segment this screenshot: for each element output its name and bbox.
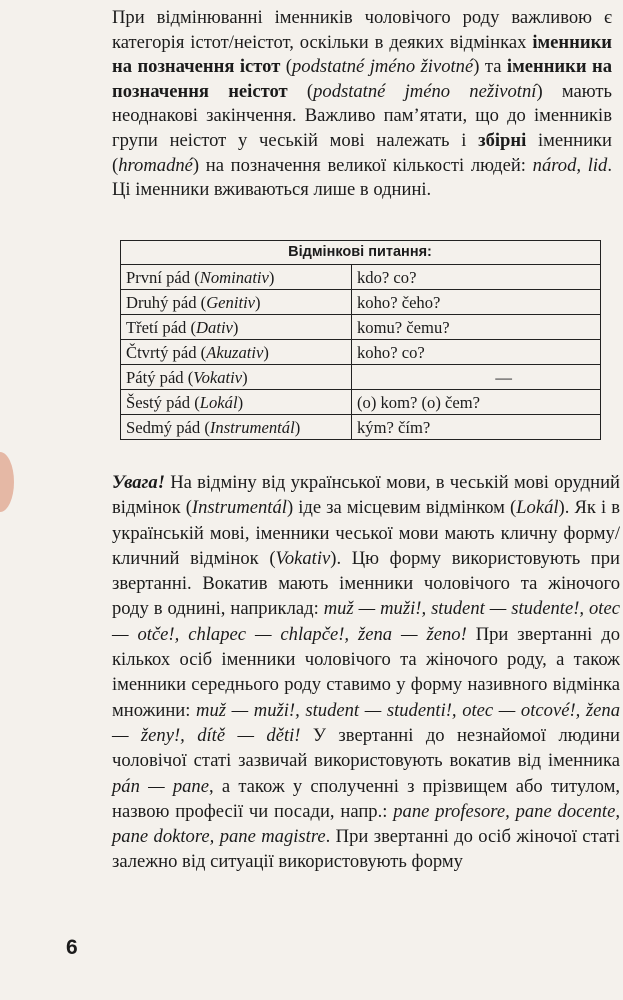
table-header-row [121, 241, 601, 265]
note-lead: Увага! [112, 472, 165, 493]
case-question-cell: komu? čemu? [352, 315, 601, 340]
table-row [121, 340, 601, 365]
plural-examples: muž — muži!, student — studenti!, otec — otcové!, žena — ženy!, dítě — děti! [112, 699, 620, 746]
vocative-examples: muž — muži!, student — studente!, otec — otče!, chlapec — chlapče!, žena — ženo! [112, 598, 620, 645]
case-questions-table [120, 240, 601, 440]
case-name-cell: Pátý pád (Vokativ) [121, 365, 352, 390]
table-row [121, 390, 601, 415]
case-question-cell: (o) kom? (o) čem? [352, 390, 601, 415]
czech-examples: národ, lid [532, 154, 608, 176]
case-name-cell: Sedmý pád (Instrumentál) [121, 415, 352, 440]
case-name-cell: Čtvrtý pád (Akuzativ) [121, 340, 352, 365]
case-question-cell: koho? co? [352, 340, 601, 365]
case-name-cell: První pád (Nominativ) [121, 265, 352, 290]
case-question-cell: kým? čím? [352, 415, 601, 440]
czech-term-collective: hromadné [118, 154, 193, 176]
table-row [121, 290, 601, 315]
case-question-cell: koho? čeho? [352, 290, 601, 315]
title-examples: pane profesore, pane docente, pane doktore, pane magistre [112, 800, 620, 848]
case-name-cell: Druhý pád (Genitiv) [121, 290, 352, 315]
czech-term-animate: podstatné jméno životné [291, 56, 474, 78]
table-row [121, 265, 601, 290]
table-row [121, 315, 601, 340]
case-name-cell: Třetí pád (Dativ) [121, 315, 352, 340]
term-animate: іменники на позначення істот [112, 31, 612, 78]
table-row [121, 415, 601, 440]
case-name-cell: Šestý pád (Lokál) [121, 390, 352, 415]
note-paragraph: Увага! На відміну від української мови, в чеській мові орудний відмінок (Instrumentál) іде за місцевим відмінком (Lokál). Як і в українській мові, іменники чеської мови мають кличну форму/кличний відмінок (Vokativ). Цю форму використовують при звертанні. Вокатив мають іменники чоловічого та жіночого роду в однині, наприклад: muž — muži!, student — studente!, otec — otče!, chlapec — chlapče!, žena — ženo! При звертанні до кількох осіб іменники чоловічого та жіночого роду, а також іменники середнього роду ставимо у форму називного відмінка множини: muž — muži!, student — studenti!, otec — otcové!, žena — ženy!, dítě — děti! У звертанні до незнайомої людини чоловічої статі зазвичай використовують вокатив від іменника pán — pane, а також у сполученні з прізвищем або титулом, назвою професії чи посади, напр.: pane profesore, pane docente, pane doktore, pane magistre. При звертанні до осіб жіночої статі залежно від ситуації використовують форму [112, 472, 621, 873]
term-collective: збірні [478, 129, 527, 151]
term-inanimate: іменники на позначення неістот [112, 56, 612, 102]
page-number: 6 [66, 936, 78, 959]
intro-paragraph: При відмінюванні іменників чоловічого роду важливою є категорія істот/неістот, оскільки в деяких відмінках іменники на позначення істот (podstatné jméno životné) та іменники на позначення неістот (podstatné jméno neživotní) мають неоднакові закінчення. Важливо пам’ятати, що до іменників групи неістот у чеській мові належать і збірні іменники (hromadné) на позначення великої кількості людей: národ, lid. Ці іменники вживаються лише в однині. [112, 7, 613, 201]
page-edge-mark [0, 452, 14, 512]
table-row [121, 365, 601, 390]
table-header: Відмінкові питання: [121, 241, 601, 265]
case-question-cell: — [352, 365, 601, 390]
czech-term-inanimate: podstatné jméno neživotní [313, 80, 537, 102]
case-question-cell: kdo? co? [352, 265, 601, 290]
